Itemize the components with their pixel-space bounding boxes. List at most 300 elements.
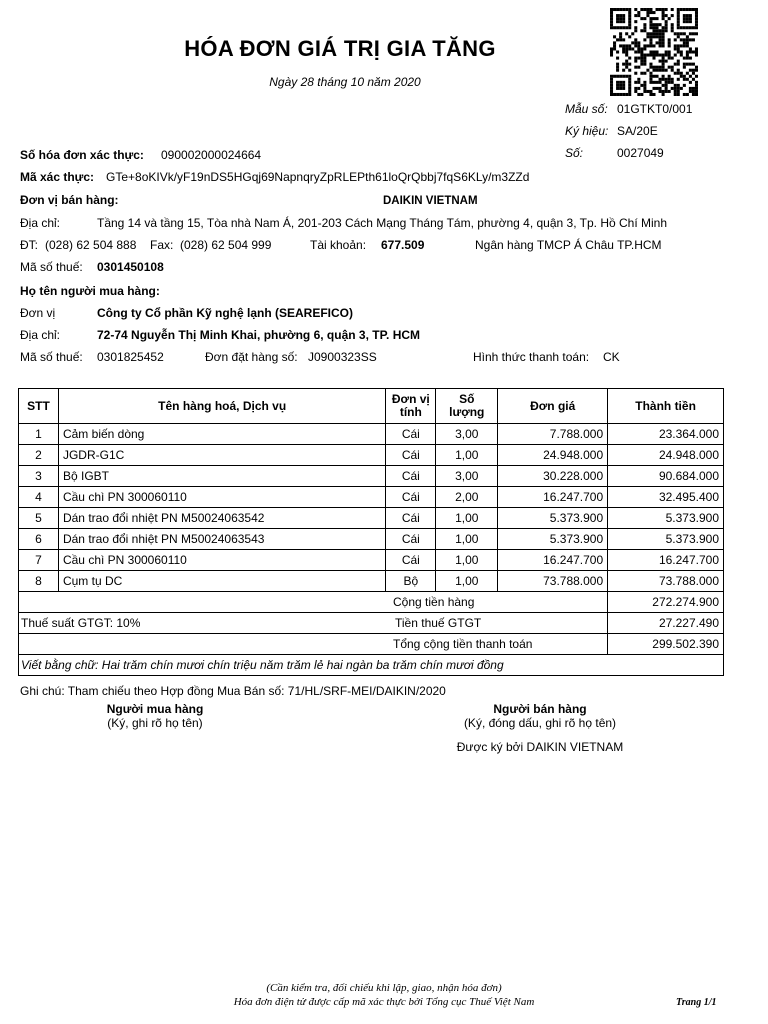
- qr-module: [619, 93, 622, 96]
- payment-method: CK: [603, 350, 620, 364]
- qr-module: [677, 23, 680, 26]
- qr-module: [683, 8, 686, 11]
- qr-module: [649, 66, 652, 69]
- qr-module: [656, 26, 659, 29]
- qr-module: [692, 69, 695, 72]
- qr-module: [677, 8, 680, 11]
- qr-module: [689, 50, 692, 53]
- row-name: Cầu chì PN 300060110: [58, 487, 385, 508]
- qr-module: [659, 32, 662, 35]
- qr-module: [677, 17, 680, 20]
- footer-line1: (Cần kiểm tra, đối chiếu khi lập, giao, nhận hóa đơn): [266, 982, 502, 994]
- seller-signature-title: Người bán hàng: [493, 702, 587, 716]
- qr-module: [671, 23, 674, 26]
- row-stt: 3: [19, 466, 59, 487]
- qr-module: [616, 20, 619, 23]
- seller-phone-label: ĐT:: [20, 238, 38, 252]
- row-stt: 6: [19, 529, 59, 550]
- qr-module: [610, 23, 613, 26]
- qr-module: [662, 14, 665, 17]
- table-row: [19, 550, 724, 571]
- qr-module: [652, 26, 655, 29]
- row-qty: 3,00: [436, 466, 498, 487]
- row-name: Dán trao đổi nhiệt PN M50024063543: [58, 529, 385, 550]
- qr-module: [628, 26, 631, 29]
- row-unit: Cái: [386, 487, 436, 508]
- qr-module: [662, 17, 665, 20]
- qr-module: [634, 66, 637, 69]
- qr-module: [619, 32, 622, 35]
- amount-in-words: Viết bằng chữ: Hai trăm chín mươi chín triệu năm trăm lẻ hai ngàn ba trăm chín mươi đồng: [19, 655, 724, 676]
- subtotal-value: 272.274.900: [608, 592, 724, 613]
- qr-module: [662, 29, 665, 32]
- qr-module: [695, 17, 698, 20]
- qr-module: [628, 8, 631, 11]
- seller-account-label: Tài khoản:: [310, 238, 367, 252]
- row-stt: 7: [19, 550, 59, 571]
- qr-module: [634, 29, 637, 32]
- page-number: Trang 1/1: [676, 997, 717, 1008]
- qr-module: [674, 90, 677, 93]
- qr-module: [652, 17, 655, 20]
- qr-module: [695, 26, 698, 29]
- total-value: 299.502.390: [608, 634, 724, 655]
- qr-module: [677, 63, 680, 66]
- qr-module: [613, 8, 616, 11]
- row-name: JGDR-G1C: [58, 445, 385, 466]
- qr-module: [689, 17, 692, 20]
- qr-module: [649, 20, 652, 23]
- buyer-unit-label: Đơn vị: [20, 306, 56, 320]
- qr-module: [652, 32, 655, 35]
- qr-module: [683, 63, 686, 66]
- total-label: Tổng cộng tiền thanh toán: [19, 634, 608, 655]
- qr-module: [649, 32, 652, 35]
- row-stt: 8: [19, 571, 59, 592]
- qr-module: [683, 93, 686, 96]
- qr-module: [643, 17, 646, 20]
- qr-module: [695, 47, 698, 50]
- row-stt: 2: [19, 445, 59, 466]
- qr-module: [652, 29, 655, 32]
- qr-module: [616, 63, 619, 66]
- qr-module: [674, 93, 677, 96]
- qr-module: [622, 93, 625, 96]
- qr-module: [613, 93, 616, 96]
- qr-module: [616, 69, 619, 72]
- qr-module: [622, 17, 625, 20]
- qr-module: [689, 90, 692, 93]
- qr-module: [659, 23, 662, 26]
- qr-module: [668, 17, 671, 20]
- qr-module: [634, 26, 637, 29]
- table-header-row: [19, 389, 724, 424]
- qr-module: [668, 66, 671, 69]
- qr-module: [625, 32, 628, 35]
- qr-module: [695, 50, 698, 53]
- qr-module: [628, 90, 631, 93]
- qr-module: [686, 63, 689, 66]
- qr-module: [637, 66, 640, 69]
- verify-code-value: GTe+8oKIVk/yF19nDS5HGqj69NapnqryZpRLEPth61loQrQbbj7fqS6KLy/m3ZZd: [106, 170, 530, 184]
- row-amount: 5.373.900: [608, 529, 724, 550]
- qr-module: [668, 90, 671, 93]
- qr-module: [677, 69, 680, 72]
- qr-module: [677, 26, 680, 29]
- qr-module: [686, 38, 689, 41]
- qr-module: [610, 20, 613, 23]
- row-qty: 1,00: [436, 508, 498, 529]
- qr-module: [662, 8, 665, 11]
- row-amount: 90.684.000: [608, 466, 724, 487]
- invoice-date: Ngày 28 tháng 10 năm 2020: [269, 75, 421, 89]
- vat-label: Tiền thuế GTGT: [395, 616, 482, 630]
- row-amount: 73.788.000: [608, 571, 724, 592]
- seller-address-label: Địa chỉ:: [20, 216, 61, 230]
- seller-tax-code: 0301450108: [97, 260, 164, 274]
- qr-module: [625, 8, 628, 11]
- qr-module: [680, 32, 683, 35]
- qr-module: [692, 90, 695, 93]
- table-row: [19, 445, 724, 466]
- qr-module: [622, 14, 625, 17]
- qr-module: [625, 66, 628, 69]
- qr-module: [677, 14, 680, 17]
- row-unit: Cái: [386, 466, 436, 487]
- qr-module: [656, 69, 659, 72]
- qr-module: [692, 50, 695, 53]
- qr-module: [613, 26, 616, 29]
- qr-module: [619, 8, 622, 11]
- qr-module: [695, 54, 698, 57]
- qr-module: [643, 29, 646, 32]
- qr-module: [610, 17, 613, 20]
- subtotal-row: [19, 592, 724, 613]
- qr-module: [628, 63, 631, 66]
- qr-module: [686, 54, 689, 57]
- qr-module: [692, 38, 695, 41]
- qr-module: [683, 26, 686, 29]
- qr-module: [692, 72, 695, 75]
- qr-module: [671, 69, 674, 72]
- qr-module: [677, 93, 680, 96]
- qr-module: [659, 69, 662, 72]
- qr-module: [640, 29, 643, 32]
- qr-module: [695, 8, 698, 11]
- row-amount: 16.247.700: [608, 550, 724, 571]
- qr-module: [683, 17, 686, 20]
- table-row: [19, 508, 724, 529]
- qr-module: [695, 11, 698, 14]
- qr-module: [631, 32, 634, 35]
- vat-row: [19, 613, 724, 634]
- qr-module: [646, 8, 649, 11]
- qr-module: [683, 41, 686, 44]
- row-unit: Cái: [386, 424, 436, 445]
- row-qty: 3,00: [436, 424, 498, 445]
- seller-fax: (028) 62 504 999: [180, 238, 272, 252]
- table-row: [19, 466, 724, 487]
- verify-code-label: Mã xác thực:: [20, 170, 95, 184]
- qr-module: [646, 32, 649, 35]
- qr-module: [662, 93, 665, 96]
- qr-module: [683, 32, 686, 35]
- qr-module: [695, 14, 698, 17]
- row-amount: 5.373.900: [608, 508, 724, 529]
- qr-module: [695, 90, 698, 93]
- row-price: 5.373.900: [498, 508, 608, 529]
- qr-module: [616, 17, 619, 20]
- verified-no-label: Số hóa đơn xác thực:: [20, 148, 144, 162]
- row-price: 24.948.000: [498, 445, 608, 466]
- qr-module: [637, 11, 640, 14]
- qr-module: [619, 17, 622, 20]
- header-amount: Thành tiền: [608, 389, 724, 424]
- qr-module: [695, 84, 698, 87]
- buyer-address: 72-74 Nguyễn Thị Minh Khai, phường 6, quận 3, TP. HCM: [97, 328, 421, 342]
- table-row: [19, 424, 724, 445]
- row-price: 30.228.000: [498, 466, 608, 487]
- qr-module: [686, 8, 689, 11]
- seller-account: 677.509: [381, 238, 425, 252]
- row-qty: 1,00: [436, 571, 498, 592]
- qr-module: [619, 26, 622, 29]
- qr-module: [686, 14, 689, 17]
- qr-module: [689, 47, 692, 50]
- symbol-value: SA/20E: [617, 124, 658, 138]
- form-value: 01GTKT0/001: [617, 102, 693, 116]
- qr-module: [622, 69, 625, 72]
- qr-module: [610, 93, 613, 96]
- qr-module: [649, 23, 652, 26]
- qr-module: [689, 69, 692, 72]
- signed-by: Được ký bởi DAIKIN VIETNAM: [456, 740, 624, 754]
- qr-module: [610, 14, 613, 17]
- row-name: Cụm tụ DC: [58, 571, 385, 592]
- qr-module: [692, 63, 695, 66]
- row-price: 5.373.900: [498, 529, 608, 550]
- buyer-unit: Công ty Cổ phần Kỹ nghệ lạnh (SEAREFICO): [97, 306, 353, 320]
- in-words-row: [19, 655, 724, 676]
- row-price: 73.788.000: [498, 571, 608, 592]
- qr-module: [692, 32, 695, 35]
- qr-module: [671, 14, 674, 17]
- qr-module: [634, 14, 637, 17]
- qr-module: [610, 11, 613, 14]
- row-name: Cảm biến dòng: [58, 424, 385, 445]
- qr-module: [683, 44, 686, 47]
- footer-line2: Hóa đơn điện tử được cấp mã xác thực bởi Tổng cục Thuế Việt Nam: [233, 996, 535, 1008]
- row-name: Bộ IGBT: [58, 466, 385, 487]
- vat-rate-label: Thuế suất GTGT: 10%: [21, 616, 141, 630]
- seller-address: Tầng 14 và tầng 15, Tòa nhà Nam Á, 201-203 Cách Mạng Tháng Tám, phường 4, quận 3, Tp. Hồ Chí Minh: [97, 216, 668, 230]
- qr-module: [689, 57, 692, 60]
- qr-module: [671, 8, 674, 11]
- qr-module: [610, 90, 613, 93]
- row-price: 16.247.700: [498, 550, 608, 571]
- qr-module: [649, 93, 652, 96]
- buyer-tax-label: Mã số thuế:: [20, 350, 83, 364]
- row-name: Cầu chì PN 300060110: [58, 550, 385, 571]
- qr-module: [677, 11, 680, 14]
- qr-module: [680, 38, 683, 41]
- qr-module: [628, 69, 631, 72]
- qr-module: [622, 63, 625, 66]
- qr-module: [622, 26, 625, 29]
- buyer-tax-code: 0301825452: [97, 350, 164, 364]
- qr-module: [643, 23, 646, 26]
- row-qty: 1,00: [436, 529, 498, 550]
- row-stt: 5: [19, 508, 59, 529]
- payment-label: Hình thức thanh toán:: [473, 350, 590, 364]
- qr-module: [665, 69, 668, 72]
- row-qty: 1,00: [436, 445, 498, 466]
- qr-module: [643, 90, 646, 93]
- row-qty: 2,00: [436, 487, 498, 508]
- qr-module: [622, 20, 625, 23]
- qr-module: [665, 20, 668, 23]
- qr-module: [683, 14, 686, 17]
- qr-module: [610, 26, 613, 29]
- qr-module: [662, 32, 665, 35]
- qr-module: [610, 8, 613, 11]
- qr-module: [671, 66, 674, 69]
- qr-module: [619, 14, 622, 17]
- qr-module: [634, 20, 637, 23]
- qr-module: [622, 8, 625, 11]
- qr-module: [616, 14, 619, 17]
- qr-module: [652, 23, 655, 26]
- qr-module: [656, 23, 659, 26]
- seller-signature-sub: (Ký, đóng dấu, ghi rõ họ tên): [463, 716, 617, 730]
- qr-module: [677, 90, 680, 93]
- qr-module: [689, 63, 692, 66]
- qr-module: [646, 69, 649, 72]
- qr-module: [659, 8, 662, 11]
- row-stt: 1: [19, 424, 59, 445]
- qr-module: [665, 23, 668, 26]
- qr-module: [695, 32, 698, 35]
- qr-module: [640, 17, 643, 20]
- qr-module: [616, 93, 619, 96]
- qr-module: [692, 87, 695, 90]
- qr-module: [689, 38, 692, 41]
- qr-module: [683, 38, 686, 41]
- row-unit: Cái: [386, 550, 436, 571]
- qr-module: [634, 90, 637, 93]
- qr-module: [692, 26, 695, 29]
- qr-module: [680, 44, 683, 47]
- qr-module: [695, 69, 698, 72]
- qr-module: [656, 66, 659, 69]
- row-amount: 32.495.400: [608, 487, 724, 508]
- qr-module: [637, 14, 640, 17]
- qr-module: [686, 57, 689, 60]
- qr-module: [689, 14, 692, 17]
- qr-module: [656, 17, 659, 20]
- row-amount: 24.948.000: [608, 445, 724, 466]
- number-label: Số:: [565, 146, 584, 160]
- qr-module: [628, 11, 631, 14]
- row-stt: 4: [19, 487, 59, 508]
- qr-module: [683, 57, 686, 60]
- qr-module: [692, 8, 695, 11]
- seller-phone: (028) 62 504 888: [45, 238, 137, 252]
- qr-module: [692, 78, 695, 81]
- qr-module: [665, 14, 668, 17]
- qr-module: [634, 8, 637, 11]
- qr-module: [695, 93, 698, 96]
- number-value: 0027049: [617, 146, 664, 160]
- qr-module: [662, 66, 665, 69]
- qr-module: [686, 93, 689, 96]
- header-unit-line1: Đơn vị: [391, 392, 430, 406]
- qr-module: [662, 90, 665, 93]
- order-label: Đơn đặt hàng số:: [205, 350, 298, 364]
- vat-value: 27.227.490: [608, 613, 724, 634]
- seller-bank: Ngân hàng TMCP Á Châu TP.HCM: [475, 238, 662, 252]
- qr-module: [689, 32, 692, 35]
- qr-module: [625, 63, 628, 66]
- qr-module: [646, 11, 649, 14]
- qr-module: [680, 8, 683, 11]
- qr-module: [640, 63, 643, 66]
- qr-module: [656, 8, 659, 11]
- qr-module: [662, 69, 665, 72]
- row-unit: Cái: [386, 508, 436, 529]
- row-qty: 1,00: [436, 550, 498, 571]
- qr-module: [686, 35, 689, 38]
- row-unit: Cái: [386, 529, 436, 550]
- table-row: [19, 529, 724, 550]
- header-unit-line2: tính: [399, 405, 422, 419]
- buyer-signature-title: Người mua hàng: [106, 702, 204, 716]
- qr-module: [625, 26, 628, 29]
- qr-module: [680, 54, 683, 57]
- header-name: Tên hàng hoá, Dịch vụ: [58, 389, 385, 424]
- qr-module: [674, 63, 677, 66]
- qr-module: [674, 32, 677, 35]
- verified-no-value: 090002000024664: [161, 148, 262, 162]
- table-row: [19, 487, 724, 508]
- qr-module: [640, 93, 643, 96]
- qr-module: [659, 66, 662, 69]
- qr-module: [695, 87, 698, 90]
- seller-fax-label: Fax:: [150, 238, 174, 252]
- qr-module: [695, 66, 698, 69]
- row-unit: Bộ: [386, 571, 436, 592]
- qr-module: [659, 90, 662, 93]
- qr-module: [646, 14, 649, 17]
- buyer-address-label: Địa chỉ:: [20, 328, 61, 342]
- qr-module: [686, 50, 689, 53]
- qr-module: [628, 93, 631, 96]
- subtotal-label: Cộng tiền hàng: [19, 592, 608, 613]
- qr-module: [680, 26, 683, 29]
- qr-module: [695, 23, 698, 26]
- qr-module: [662, 11, 665, 14]
- qr-module: [686, 17, 689, 20]
- qr-module: [643, 26, 646, 29]
- qr-module: [671, 26, 674, 29]
- qr-module: [628, 20, 631, 23]
- qr-module: [686, 26, 689, 29]
- qr-module: [695, 75, 698, 78]
- symbol-label: Ký hiệu:: [565, 124, 609, 138]
- qr-module: [683, 66, 686, 69]
- qr-module: [695, 20, 698, 23]
- qr-module: [677, 20, 680, 23]
